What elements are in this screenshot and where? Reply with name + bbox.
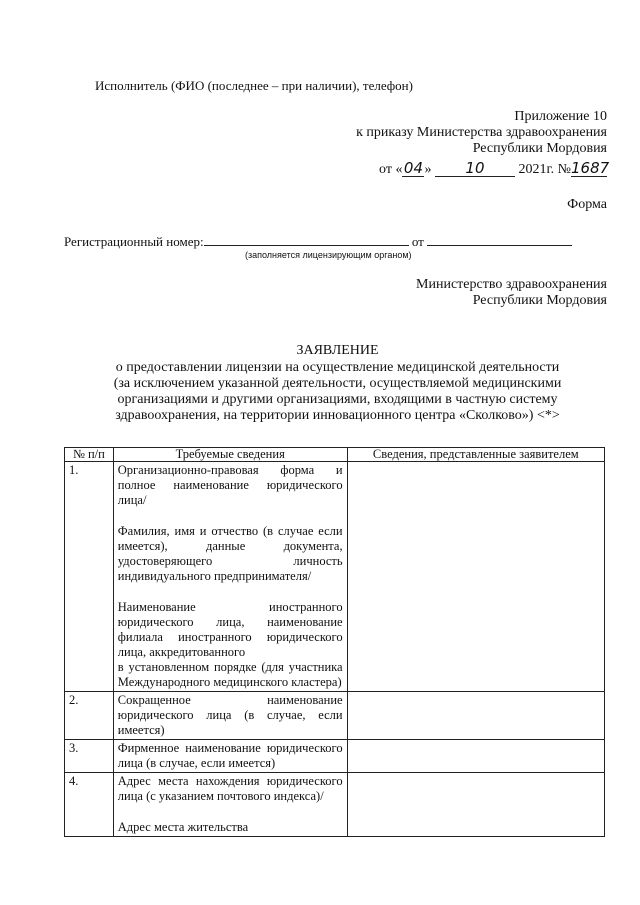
- executor-line: Исполнитель (ФИО (последнее – при наличии), телефон): [95, 78, 413, 93]
- appendix-region: Республики Мордовия: [472, 141, 607, 156]
- statement-subtitle-3: организациями и другими организациями, входящими в частную систему: [117, 392, 558, 407]
- row-required-info: [113, 740, 347, 773]
- applicant-answer-cell[interactable]: [347, 773, 604, 837]
- date-mid: »: [424, 162, 432, 177]
- recipient-block: [307, 277, 607, 309]
- date-year: 2021г. №: [518, 162, 571, 177]
- required-paragraph: Организационно-правовая форма и полное наименование юридического лица/: [117, 463, 343, 507]
- date-month: 10: [435, 160, 515, 177]
- date-prefix: от «: [379, 162, 403, 177]
- form-label: Форма: [567, 197, 607, 212]
- statement-subtitle-1: о предоставлении лицензии на осуществление медицинской деятельности: [115, 360, 560, 375]
- table-row: [65, 692, 605, 740]
- statement-subtitle-2: (за исключением указанной деятельности, осуществляемой медицинскими: [113, 376, 562, 391]
- registration-label: Регистрационный номер:: [64, 234, 204, 249]
- required-paragraph: Адрес места нахождения юридического лица (с указанием почтового индекса)/: [117, 774, 343, 803]
- appendix-title: Приложение 10: [514, 109, 607, 124]
- appendix-date-line: [287, 159, 610, 178]
- requirements-table: [64, 447, 605, 837]
- applicant-answer-cell[interactable]: [347, 462, 604, 692]
- registration-date-field: [427, 234, 572, 246]
- required-paragraph: в установленном порядке (для участника Международного медицинского кластера): [117, 660, 343, 689]
- header-applicant-info: Сведения, представленные заявителем: [347, 448, 604, 462]
- row-required-info: [113, 462, 347, 692]
- row-required-info: [113, 692, 347, 740]
- required-paragraph: Наименование иностранного юридического лица, наименование филиала иностранного юридического лица, аккредитованного: [117, 600, 343, 659]
- row-number: 3.: [65, 740, 114, 773]
- table-row: [65, 740, 605, 773]
- table-row: [65, 773, 605, 837]
- required-paragraph: Адрес места жительства: [117, 820, 249, 834]
- row-number: 1.: [65, 462, 114, 692]
- date-day: 04: [403, 159, 424, 177]
- applicant-answer-cell[interactable]: [347, 692, 604, 740]
- registration-number-field: [204, 234, 409, 246]
- table-header-row: [65, 448, 605, 462]
- required-paragraph: Фирменное наименование юридического лица (в случае, если имеется): [117, 741, 343, 770]
- statement-subtitle-4: здравоохранения, на территории инновационного центра «Сколково») <*>: [115, 408, 560, 423]
- registration-note: (заполняется лицензирующим органом): [245, 250, 412, 260]
- row-number: 4.: [65, 773, 114, 837]
- registration-from: от: [411, 234, 424, 249]
- row-required-info: [113, 773, 347, 837]
- statement-heading: ЗАЯВЛЕНИЕ: [296, 343, 379, 358]
- order-number: 1687: [571, 159, 610, 177]
- header-required-info: Требуемые сведения: [113, 448, 347, 462]
- required-paragraph: Сокращенное наименование юридического лица (в случае, если имеется): [117, 693, 343, 737]
- recipient-line2: Республики Мордовия: [472, 293, 607, 308]
- recipient-line1: Министерство здравоохранения: [416, 277, 607, 292]
- appendix-block: [287, 109, 610, 178]
- appendix-order: к приказу Министерства здравоохранения: [356, 125, 607, 140]
- header-number: № п/п: [65, 448, 114, 462]
- registration-line: [64, 234, 609, 250]
- applicant-answer-cell[interactable]: [347, 740, 604, 773]
- statement-title: [60, 343, 615, 424]
- row-number: 2.: [65, 692, 114, 740]
- table-row: [65, 462, 605, 692]
- required-paragraph: Фамилия, имя и отчество (в случае если имеется), данные документа, удостоверяющего личность индивидуального предпринимателя/: [117, 524, 343, 583]
